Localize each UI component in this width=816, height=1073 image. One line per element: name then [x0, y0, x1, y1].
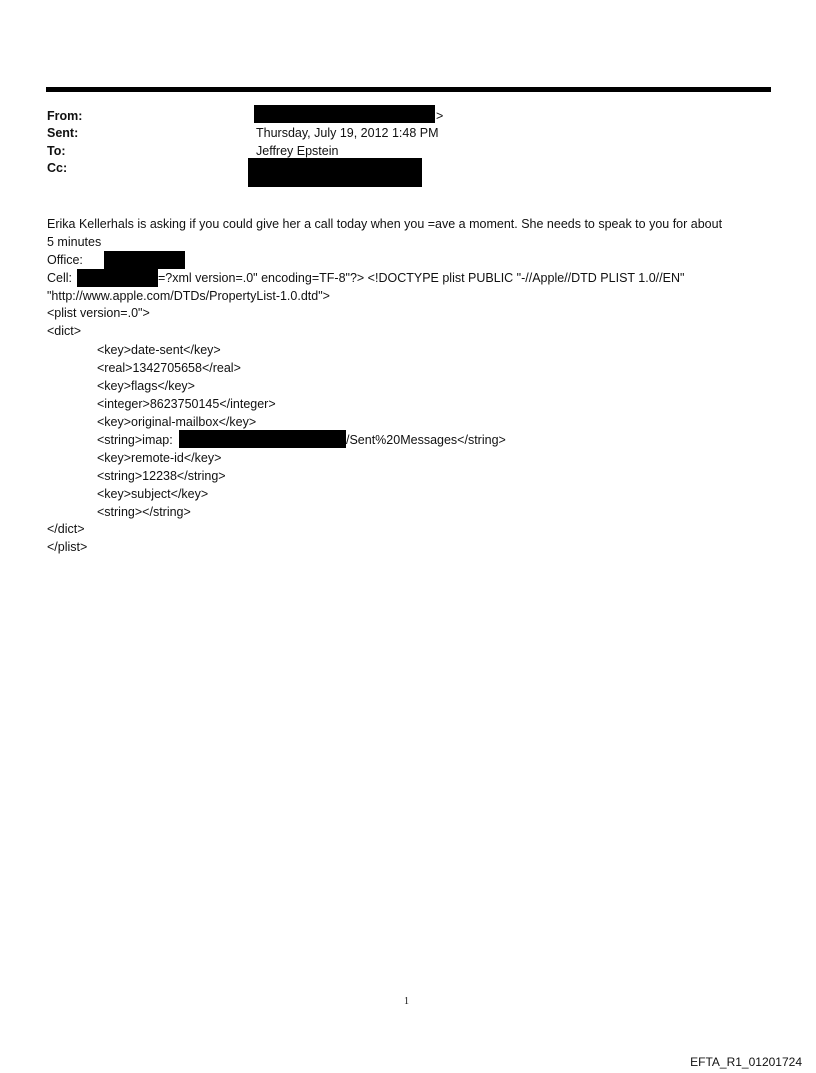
string-imap-prefix: <string>imap: [97, 433, 173, 447]
cell-label: Cell: [47, 271, 73, 285]
header-rule [46, 87, 771, 92]
dtd-url: "http://www.apple.com/DTDs/PropertyList-1.0.dtd"> [47, 289, 330, 303]
cell-redaction [77, 269, 158, 287]
string-imap-suffix: /Sent%20Messages</string> [346, 433, 506, 447]
sent-label: Sent: [47, 126, 79, 140]
string-subject: <string></string> [97, 505, 191, 519]
cc-label: Cc: [47, 161, 68, 175]
body-line-2: 5 minutes [47, 235, 102, 249]
key-flags: <key>flags</key> [97, 379, 195, 393]
office-redaction [104, 251, 185, 269]
office-label: Office: [47, 253, 83, 267]
from-redaction [254, 105, 435, 123]
body-line-1: Erika Kellerhals is asking if you could give her a call today when you =ave a moment. She needs to speak to you for about [47, 217, 723, 231]
plist-open: <plist version=.0"> [47, 306, 150, 320]
key-mailbox: <key>original-mailbox</key> [97, 415, 257, 429]
real-value: <real>1342705658</real> [97, 361, 241, 375]
from-value-suffix: > [436, 109, 444, 123]
key-date-sent: <key>date-sent</key> [97, 343, 221, 357]
dict-open: <dict> [47, 324, 82, 338]
imap-redaction [179, 430, 346, 448]
string-remote-id: <string>12238</string> [97, 469, 226, 483]
integer-value: <integer>8623750145</integer> [97, 397, 276, 411]
to-label: To: [47, 144, 66, 158]
key-remote-id: <key>remote-id</key> [97, 451, 222, 465]
footer-document-id: EFTA_R1_01201724 [690, 1055, 802, 1069]
page-number: 1 [404, 996, 409, 1007]
dict-close: </dict> [47, 522, 85, 536]
to-value: Jeffrey Epstein [256, 144, 339, 158]
plist-close: </plist> [47, 540, 88, 554]
cc-redaction [248, 158, 422, 187]
from-label: From: [47, 109, 83, 123]
sent-value: Thursday, July 19, 2012 1:48 PM [256, 126, 439, 140]
cell-rest: =?xml version=.0" encoding=TF-8"?> <!DOCTYPE plist PUBLIC "-//Apple//DTD PLIST 1.0//EN" [158, 271, 685, 285]
key-subject: <key>subject</key> [97, 487, 209, 501]
